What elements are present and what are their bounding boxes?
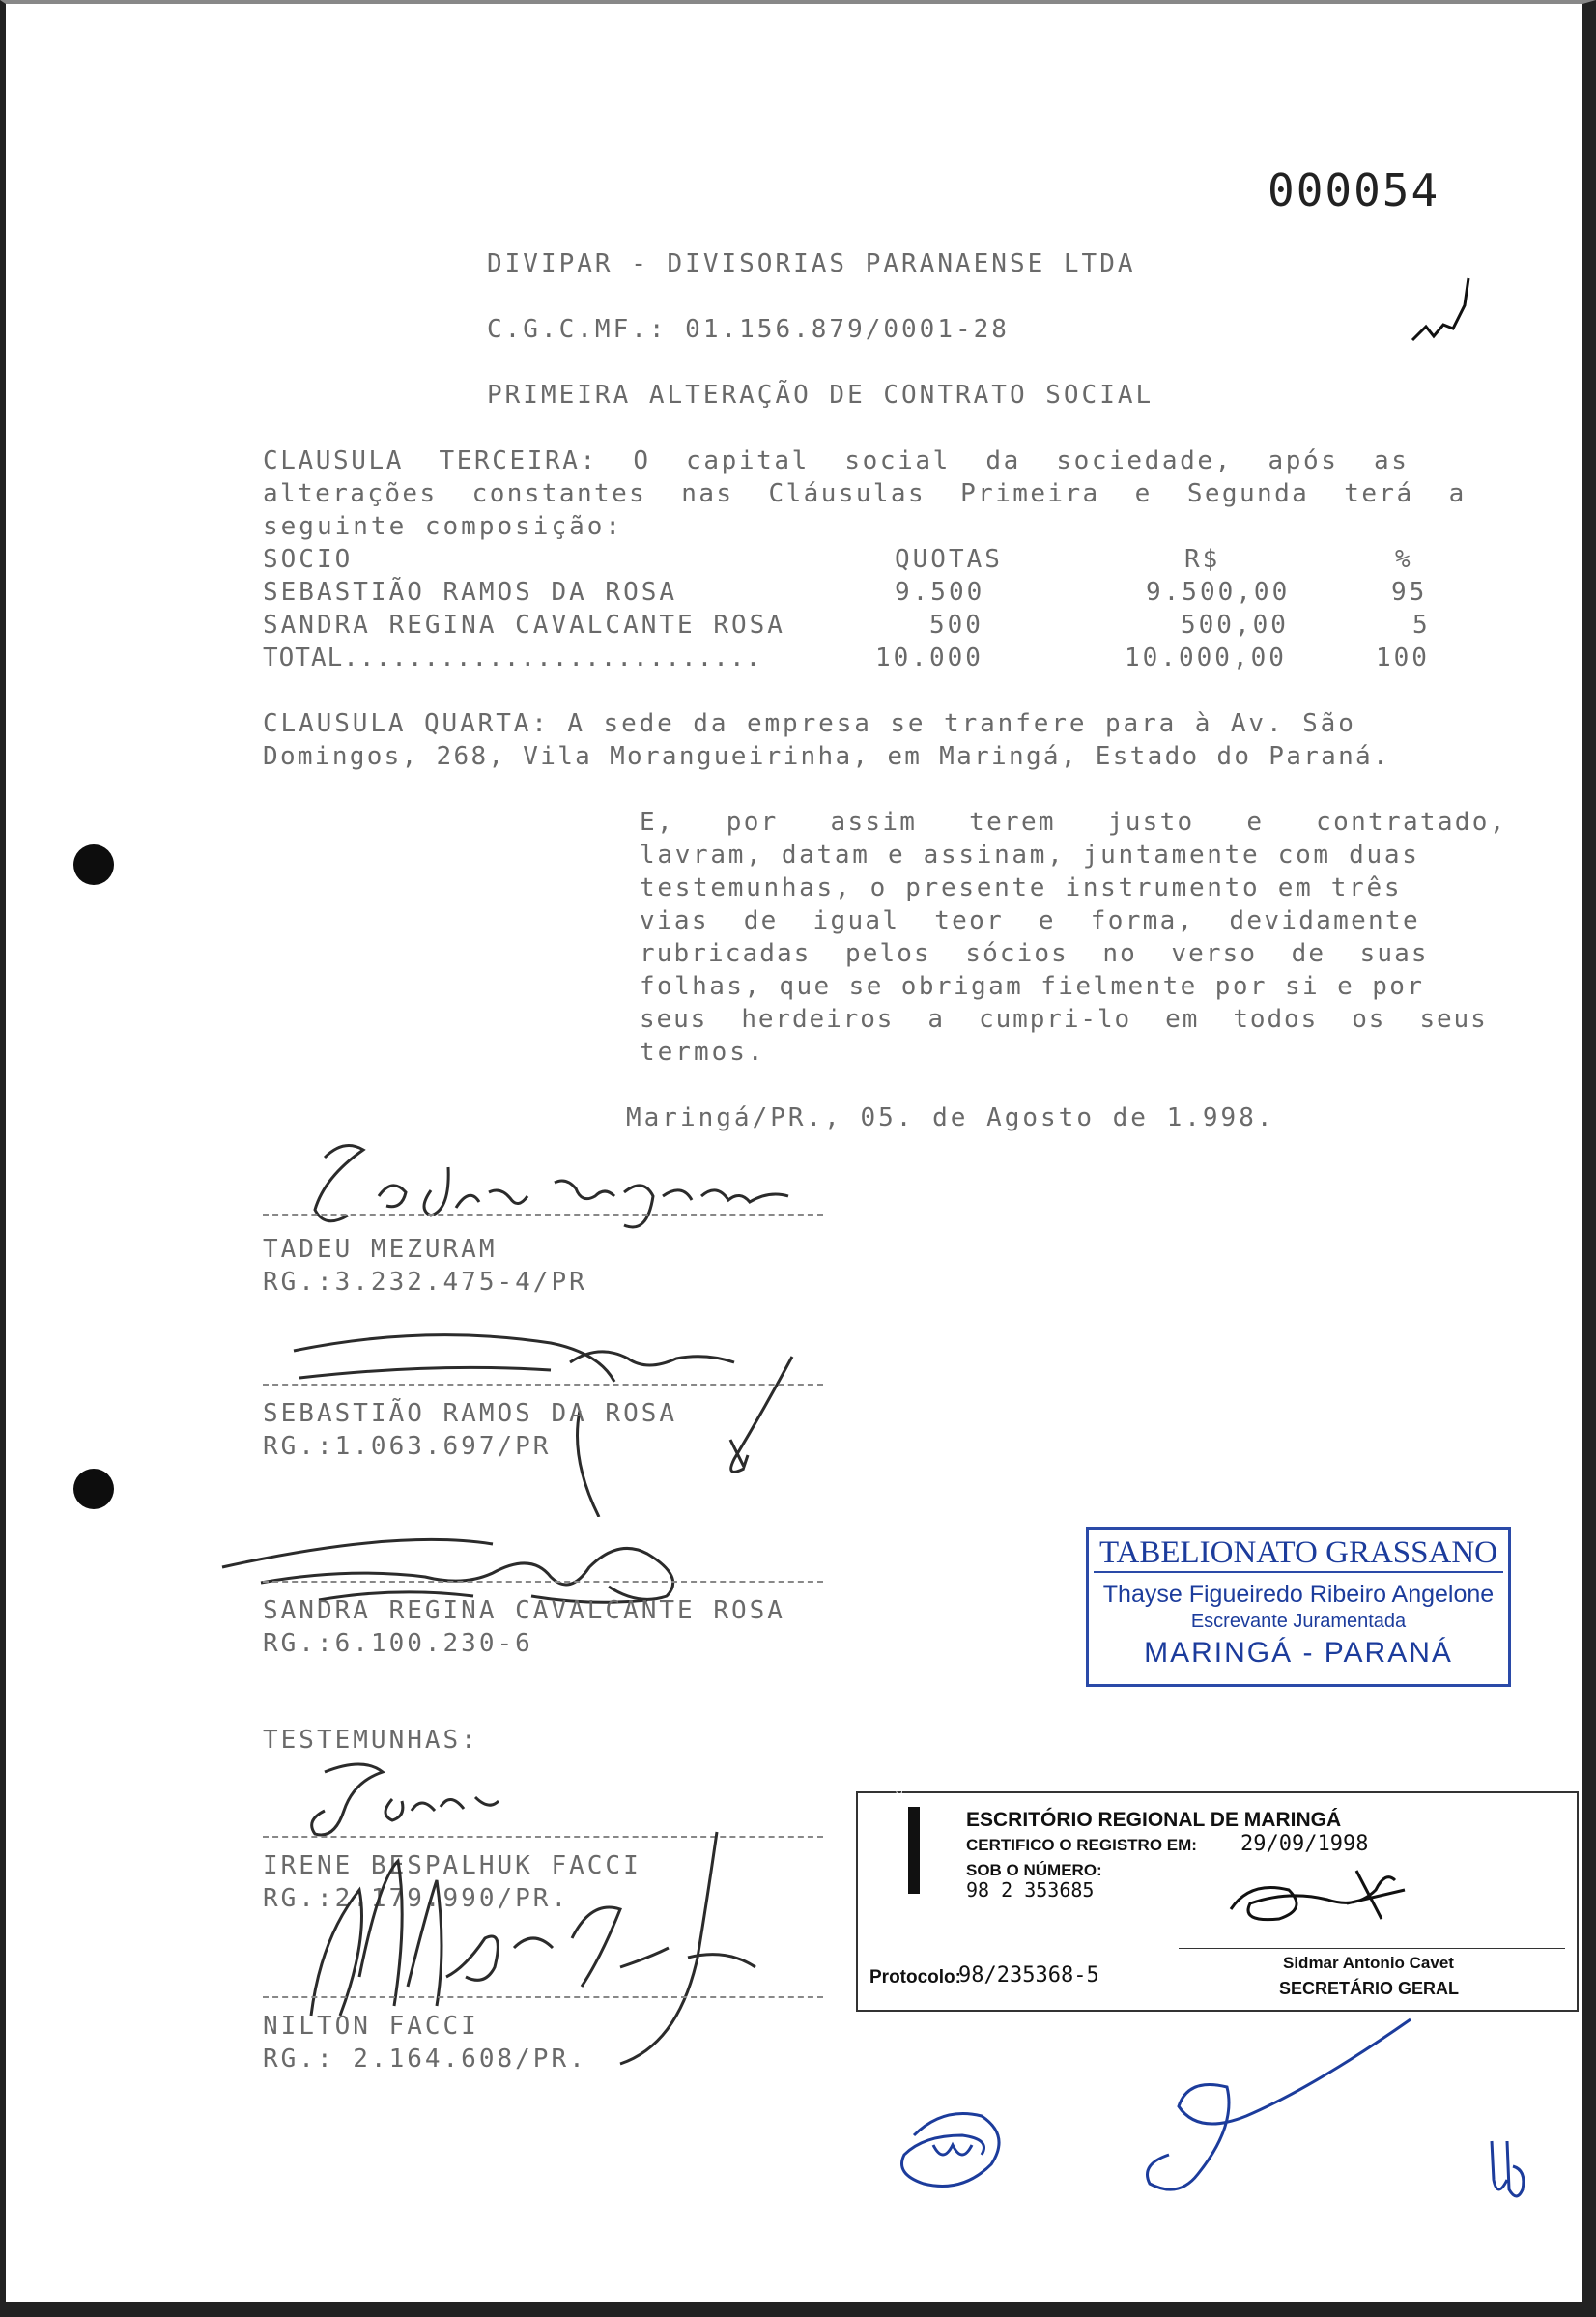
company-name: DIVIPAR - DIVISORIAS PARANAENSE LTDA bbox=[487, 249, 1136, 278]
signatory-2-rg: RG.:1.063.697/PR bbox=[263, 1432, 552, 1461]
table-row-3-pct: 100 bbox=[1376, 644, 1430, 672]
closing-line-3: testemunhas, o presente instrumento em três bbox=[640, 873, 1403, 902]
cgc-number: C.G.C.MF.: 01.156.879/0001-28 bbox=[487, 315, 1010, 344]
signatory-3-rg: RG.:6.100.230-6 bbox=[263, 1629, 533, 1658]
signature-line-2 bbox=[263, 1384, 823, 1386]
punch-hole-top bbox=[73, 844, 114, 885]
initial-mark-top bbox=[1409, 272, 1478, 350]
closing-line-4: vias de igual teor e forma, devidamente bbox=[640, 906, 1420, 935]
registry-side-text: JUNTA COMERCIAL bbox=[895, 1743, 904, 1824]
notary-stamp bbox=[1086, 1527, 1511, 1687]
notary-clerk-name: Thayse Figueiredo Ribeiro Angelone bbox=[1102, 1581, 1495, 1608]
witness-2-name: NILTON FACCI bbox=[263, 2012, 479, 2041]
table-row-3-name: TOTAL.......................... bbox=[263, 644, 762, 672]
registry-cert-label: CERTIFICO O REGISTRO EM: bbox=[966, 1836, 1197, 1854]
table-row-3-value: 10.000,00 bbox=[1125, 644, 1287, 672]
registry-number-label: SOB O NÚMERO: bbox=[966, 1861, 1102, 1879]
registry-cert-date: 29/09/1998 bbox=[1240, 1832, 1369, 1856]
notary-city: MARINGÁ - PARANÁ bbox=[1144, 1637, 1453, 1669]
document-title: PRIMEIRA ALTERAÇÃO DE CONTRATO SOCIAL bbox=[487, 381, 1154, 410]
registry-side-bar bbox=[908, 1807, 920, 1894]
table-row-2-name: SANDRA REGINA CAVALCANTE ROSA bbox=[263, 611, 785, 640]
witness-1-rg: RG.:2.179.990/PR. bbox=[263, 1884, 570, 1913]
clause3-line1: CLAUSULA TERCEIRA: O capital social da sociedade, após as bbox=[263, 446, 1410, 475]
registry-signer-line bbox=[1179, 1948, 1565, 1949]
table-header-quotas: QUOTAS bbox=[895, 545, 1003, 574]
table-row-1-quotas: 9.500 bbox=[895, 578, 985, 607]
table-row-3-quotas: 10.000 bbox=[875, 644, 983, 672]
clause4-line1: CLAUSULA QUARTA: A sede da empresa se tranfere para à Av. São bbox=[263, 709, 1356, 738]
registry-number: 98 2 353685 bbox=[966, 1878, 1095, 1902]
closing-line-1: E, por assim terem justo e contratado, bbox=[640, 808, 1507, 837]
punch-hole-bottom bbox=[73, 1469, 114, 1509]
registry-protocol: 98/235368-5 bbox=[958, 1963, 1099, 1988]
clause3-line3: seguinte composição: bbox=[263, 512, 624, 541]
table-header-socio: SOCIO bbox=[263, 545, 354, 574]
table-row-1-value: 9.500,00 bbox=[1146, 578, 1291, 607]
signature-line-1 bbox=[263, 1214, 823, 1216]
closing-line-6: folhas, que se obrigam fielmente por si e por bbox=[640, 972, 1425, 1001]
table-row-1-name: SEBASTIÃO RAMOS DA ROSA bbox=[263, 578, 678, 607]
signatory-2-name: SEBASTIÃO RAMOS DA ROSA bbox=[263, 1399, 678, 1428]
registry-signature bbox=[1211, 1861, 1424, 1938]
table-row-2-pct: 5 bbox=[1412, 611, 1431, 640]
closing-line-8: termos. bbox=[640, 1038, 766, 1067]
clause3-line2: alterações constantes nas Cláusulas Primeira e Segunda terá a bbox=[263, 479, 1467, 508]
table-row-2-value: 500,00 bbox=[1181, 611, 1289, 640]
witness-line-2 bbox=[263, 1996, 823, 1998]
signature-line-3 bbox=[263, 1581, 823, 1583]
signature-tadeu bbox=[286, 1129, 808, 1244]
page-initial-mark bbox=[1478, 2131, 1536, 2209]
registry-office: ESCRITÓRIO REGIONAL DE MARINGÁ bbox=[966, 1809, 1342, 1831]
table-row-2-quotas: 500 bbox=[929, 611, 983, 640]
table-header-pct: % bbox=[1395, 545, 1413, 574]
table-header-rs: R$ bbox=[1184, 545, 1221, 574]
registry-stamp bbox=[856, 1743, 1579, 2012]
page-number: 000054 bbox=[1268, 164, 1440, 216]
closing-line-7: seus herdeiros a cumpri-lo em todos os seus bbox=[640, 1005, 1488, 1034]
registry-protocol-label: Protocolo: bbox=[869, 1967, 961, 1988]
signatory-1-name: TADEU MEZURAM bbox=[263, 1235, 498, 1264]
registry-signer-name: Sidmar Antonio Cavet bbox=[1283, 1954, 1454, 1972]
witnesses-label: TESTEMUNHAS: bbox=[263, 1726, 479, 1755]
signatory-1-rg: RG.:3.232.475-4/PR bbox=[263, 1268, 587, 1297]
blue-rubric-left bbox=[885, 2097, 1020, 2203]
notary-office-name: TABELIONATO GRASSANO bbox=[1094, 1535, 1503, 1573]
witness-2-rg: RG.: 2.164.608/PR. bbox=[263, 2045, 587, 2074]
closing-line-2: lavram, datam e assinam, juntamente com duas bbox=[640, 841, 1420, 870]
clause4-line2: Domingos, 268, Vila Morangueirinha, em Maringá, Estado do Paraná. bbox=[263, 742, 1390, 771]
registry-signer-role: SECRETÁRIO GERAL bbox=[1279, 1979, 1460, 1998]
place-date: Maringá/PR., 05. de Agosto de 1.998. bbox=[626, 1103, 1275, 1132]
closing-line-5: rubricadas pelos sócios no verso de suas bbox=[640, 939, 1429, 968]
blue-rubric-right bbox=[1121, 2010, 1430, 2203]
witness-1-name: IRENE BESPALHUK FACCI bbox=[263, 1851, 641, 1880]
signatory-3-name: SANDRA REGINA CAVALCANTE ROSA bbox=[263, 1596, 785, 1625]
table-row-1-pct: 95 bbox=[1391, 578, 1428, 607]
notary-clerk-role: Escrevante Juramentada bbox=[1190, 1611, 1407, 1632]
